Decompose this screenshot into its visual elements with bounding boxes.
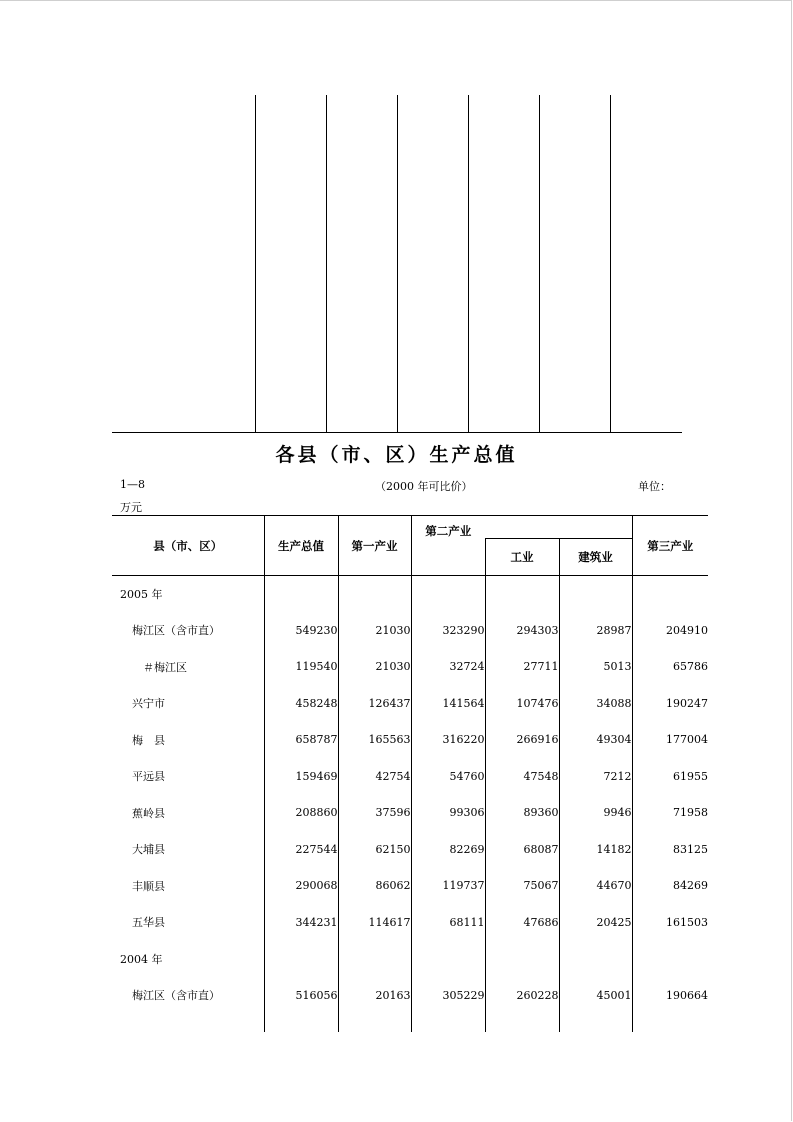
- row-label: 梅江区（含市直）: [132, 624, 220, 637]
- cell: 323290: [411, 612, 485, 649]
- cell: 62150: [338, 831, 411, 868]
- row-label: 大埔县: [132, 843, 165, 856]
- cell: [559, 576, 632, 612]
- gdp-table: [112, 515, 708, 1032]
- cell: 227544: [264, 831, 338, 868]
- row-label: 平远县: [132, 770, 165, 783]
- table-row: [112, 795, 708, 831]
- row-label: 兴宁市: [132, 697, 165, 710]
- cell: 290068: [264, 868, 338, 904]
- price-basis: （2000 年可比价）: [375, 480, 473, 493]
- cell: 68111: [411, 904, 485, 941]
- cell: [411, 576, 485, 612]
- cell: 161503: [632, 904, 708, 941]
- cell: 20163: [338, 977, 411, 1014]
- cell: 107476: [485, 685, 559, 722]
- header-blank: [485, 516, 559, 539]
- cell: 190664: [632, 977, 708, 1014]
- cell: 61955: [632, 758, 708, 795]
- cell: [632, 941, 708, 977]
- cell: 266916: [485, 722, 559, 758]
- table-row: [112, 977, 708, 1014]
- top-divider: [112, 432, 682, 433]
- decorative-rule: [468, 95, 469, 432]
- cell: 119737: [411, 868, 485, 904]
- cell: 54760: [411, 758, 485, 795]
- row-label: 梅 县: [132, 733, 165, 747]
- cell: 83125: [632, 831, 708, 868]
- cell: 344231: [264, 904, 338, 941]
- cell: 658787: [264, 722, 338, 758]
- cell: 47548: [485, 758, 559, 795]
- cell: [411, 941, 485, 977]
- cell: 49304: [559, 722, 632, 758]
- cell: [559, 941, 632, 977]
- row-label: 梅江区（含市直）: [132, 989, 220, 1002]
- cell: 68087: [485, 831, 559, 868]
- cell: 86062: [338, 868, 411, 904]
- table-row: [112, 758, 708, 795]
- cell: 99306: [411, 795, 485, 831]
- table-row: [112, 576, 708, 612]
- cell: 89360: [485, 795, 559, 831]
- cell: 9946: [559, 795, 632, 831]
- cell: 44670: [559, 868, 632, 904]
- cell: 141564: [411, 685, 485, 722]
- header-secondary-bottom: [411, 539, 485, 576]
- cell: [485, 576, 559, 612]
- cell: 114617: [338, 904, 411, 941]
- decorative-rule: [610, 95, 611, 432]
- cell: 28987: [559, 612, 632, 649]
- header-primary: 第一产业: [338, 516, 411, 576]
- cell: [485, 941, 559, 977]
- row-label: 2004 年: [120, 952, 163, 966]
- cell: 65786: [632, 649, 708, 685]
- cell: 190247: [632, 685, 708, 722]
- cell: 7212: [559, 758, 632, 795]
- cell: 294303: [485, 612, 559, 649]
- cell: 126437: [338, 685, 411, 722]
- cell: [338, 941, 411, 977]
- decorative-rule: [255, 95, 256, 432]
- table-row: [112, 868, 708, 904]
- cell: 208860: [264, 795, 338, 831]
- header-blank: [559, 516, 632, 539]
- decorative-rule: [326, 95, 327, 432]
- header-gdp: 生产总值: [264, 516, 338, 576]
- cell: 27711: [485, 649, 559, 685]
- cell: 47686: [485, 904, 559, 941]
- table-row: [112, 612, 708, 649]
- cell: 305229: [411, 977, 485, 1014]
- cell: 82269: [411, 831, 485, 868]
- table-number: 1—8: [120, 478, 145, 491]
- cell: 45001: [559, 977, 632, 1014]
- row-label: 2005 年: [120, 587, 163, 601]
- unit-label: 单位：: [638, 480, 671, 493]
- cell: 458248: [264, 685, 338, 722]
- cell: 204910: [632, 612, 708, 649]
- cell: 37596: [338, 795, 411, 831]
- cell: 34088: [559, 685, 632, 722]
- table-row: [112, 904, 708, 941]
- table-row: [112, 685, 708, 722]
- cell: 165563: [338, 722, 411, 758]
- row-label: 丰顺县: [132, 879, 165, 893]
- cell: 159469: [264, 758, 338, 795]
- cell: 20425: [559, 904, 632, 941]
- cell: [338, 576, 411, 612]
- header-county: 县（市、区）: [112, 516, 264, 576]
- unit-value: 万元: [120, 501, 142, 514]
- table-row: [112, 722, 708, 758]
- cell: 177004: [632, 722, 708, 758]
- row-label: 五华县: [132, 916, 165, 929]
- table-row: [112, 941, 708, 977]
- row-label: ＃梅江区: [143, 660, 187, 674]
- header-secondary: 第二产业: [411, 516, 485, 539]
- cell: 316220: [411, 722, 485, 758]
- row-label: 蕉岭县: [132, 806, 165, 820]
- cell: 75067: [485, 868, 559, 904]
- cell: 21030: [338, 649, 411, 685]
- cell: 71958: [632, 795, 708, 831]
- cell: [264, 941, 338, 977]
- header-construction: 建筑业: [559, 539, 632, 576]
- cell: 516056: [264, 977, 338, 1014]
- cell: 84269: [632, 868, 708, 904]
- header-tertiary: 第三产业: [632, 516, 708, 576]
- cell: 119540: [264, 649, 338, 685]
- header-industry: 工业: [485, 539, 559, 576]
- table-row: [112, 831, 708, 868]
- cell: 5013: [559, 649, 632, 685]
- cell: 21030: [338, 612, 411, 649]
- decorative-rule: [539, 95, 540, 432]
- cell: [632, 576, 708, 612]
- decorative-rule: [397, 95, 398, 432]
- cell: 549230: [264, 612, 338, 649]
- cell: 14182: [559, 831, 632, 868]
- cell: 32724: [411, 649, 485, 685]
- cell: 260228: [485, 977, 559, 1014]
- cell: [264, 576, 338, 612]
- page-title: 各县（市、区）生产总值: [275, 444, 518, 466]
- cell: 42754: [338, 758, 411, 795]
- table-row: [112, 649, 708, 685]
